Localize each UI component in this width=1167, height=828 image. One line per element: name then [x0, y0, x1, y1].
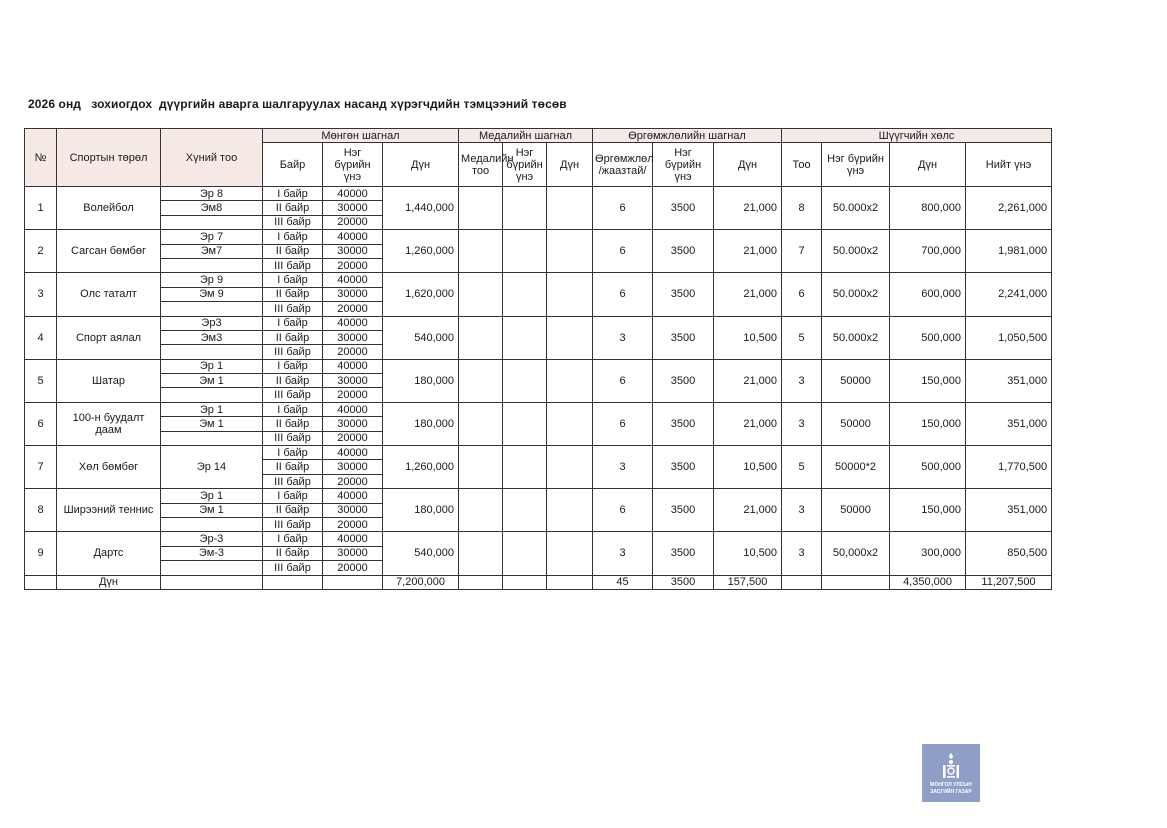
- judge-sum: 800,000: [890, 187, 966, 230]
- place-label: II байр: [263, 287, 323, 301]
- table-row: [25, 489, 1052, 503]
- medal-count: [459, 446, 503, 489]
- cert-count: 6: [593, 230, 653, 273]
- prize-amount: 30000: [323, 417, 383, 431]
- people-count: Эм 1: [161, 503, 263, 517]
- judge-unit-price: 50.000x2: [822, 187, 890, 230]
- cert-count: 6: [593, 489, 653, 532]
- judge-unit-price: 50000: [822, 402, 890, 445]
- money-sum: 1,620,000: [383, 273, 459, 316]
- people-count: [161, 258, 263, 272]
- medal-unit-price: [503, 187, 547, 230]
- prize-amount: 40000: [323, 402, 383, 416]
- table-row: [25, 359, 1052, 373]
- place-label: II байр: [263, 201, 323, 215]
- money-sum: 180,000: [383, 359, 459, 402]
- people-count: Эр 7: [161, 230, 263, 244]
- prize-amount: 30000: [323, 460, 383, 474]
- row-number: 9: [25, 532, 57, 575]
- cert-unit-price: 3500: [653, 446, 714, 489]
- place-label: III байр: [263, 561, 323, 575]
- place-label: I байр: [263, 230, 323, 244]
- sport-name: Шатар: [57, 359, 161, 402]
- people-count: Эр 8: [161, 187, 263, 201]
- people-count: Эм 9: [161, 287, 263, 301]
- table-row: [25, 446, 1052, 460]
- row-number: 8: [25, 489, 57, 532]
- money-sum: 1,440,000: [383, 187, 459, 230]
- cert-count: 6: [593, 273, 653, 316]
- medal-unit-price: [503, 316, 547, 359]
- medal-sum: [547, 402, 593, 445]
- col-place: Байр: [263, 143, 323, 187]
- prize-amount: 20000: [323, 474, 383, 488]
- people-count: [161, 431, 263, 445]
- medal-count: [459, 489, 503, 532]
- table-row: [25, 402, 1052, 416]
- row-number: 2: [25, 230, 57, 273]
- prize-amount: 30000: [323, 244, 383, 258]
- judge-sum: 700,000: [890, 230, 966, 273]
- document-title: 2026 онд зохиогдох дүүргийн аварга шалгаруулах насанд хүрэгчдийн тэмцээний төсөв: [28, 97, 567, 111]
- cert-sum: 10,500: [714, 316, 782, 359]
- prize-amount: 40000: [323, 532, 383, 546]
- place-label: I байр: [263, 532, 323, 546]
- people-count: [161, 388, 263, 402]
- totals-cell: [263, 575, 323, 589]
- judge-unit-price: 50.000x2: [822, 316, 890, 359]
- cert-unit-price: 3500: [653, 230, 714, 273]
- people-count: Эр 1: [161, 359, 263, 373]
- place-label: II байр: [263, 417, 323, 431]
- medal-unit-price: [503, 489, 547, 532]
- judge-sum: 150,000: [890, 489, 966, 532]
- place-label: I байр: [263, 273, 323, 287]
- table-row: [25, 273, 1052, 287]
- money-sum: 1,260,000: [383, 446, 459, 489]
- medal-unit-price: [503, 532, 547, 575]
- totals-cell: [547, 575, 593, 589]
- prize-amount: 20000: [323, 215, 383, 229]
- place-label: II байр: [263, 330, 323, 344]
- row-number: 1: [25, 187, 57, 230]
- sport-name: Хөл бөмбөг: [57, 446, 161, 489]
- totals-cell: [822, 575, 890, 589]
- cert-unit-price: 3500: [653, 532, 714, 575]
- place-label: I байр: [263, 489, 323, 503]
- prize-amount: 20000: [323, 345, 383, 359]
- place-label: III байр: [263, 345, 323, 359]
- sport-name: Волейбол: [57, 187, 161, 230]
- col-no: №: [25, 129, 57, 187]
- col-cert-sum: Дүн: [714, 143, 782, 187]
- total-price: 351,000: [966, 489, 1052, 532]
- medal-sum: [547, 230, 593, 273]
- judge-count: 6: [782, 273, 822, 316]
- judge-sum: 500,000: [890, 446, 966, 489]
- medal-sum: [547, 187, 593, 230]
- people-count: Эм-3: [161, 546, 263, 560]
- government-seal: [922, 744, 980, 802]
- people-count: Эр 9: [161, 273, 263, 287]
- medal-sum: [547, 359, 593, 402]
- row-number: 6: [25, 402, 57, 445]
- judge-sum: 300,000: [890, 532, 966, 575]
- judge-unit-price: 50,000x2: [822, 532, 890, 575]
- totals-row: [25, 575, 1052, 589]
- col-money-sum: Дүн: [383, 143, 459, 187]
- medal-unit-price: [503, 230, 547, 273]
- prize-amount: 40000: [323, 446, 383, 460]
- judge-unit-price: 50000: [822, 489, 890, 532]
- judge-unit-price: 50000: [822, 359, 890, 402]
- cert-sum: 21,000: [714, 230, 782, 273]
- col-sport: Спортын төрөл: [57, 129, 161, 187]
- total-price: 1,050,500: [966, 316, 1052, 359]
- cert-unit-price: 3500: [653, 402, 714, 445]
- medal-count: [459, 230, 503, 273]
- medal-count: [459, 187, 503, 230]
- totals-cert-sum: 157,500: [714, 575, 782, 589]
- total-price: 351,000: [966, 359, 1052, 402]
- medal-prize-group: Медалийн шагнал: [459, 129, 593, 143]
- place-label: II байр: [263, 460, 323, 474]
- place-label: III байр: [263, 474, 323, 488]
- judge-count: 5: [782, 316, 822, 359]
- col-medal-count: Медалийн тоо: [459, 143, 503, 187]
- people-count: Эм7: [161, 244, 263, 258]
- judge-sum: 150,000: [890, 402, 966, 445]
- judge-count: 3: [782, 359, 822, 402]
- place-label: I байр: [263, 359, 323, 373]
- medal-unit-price: [503, 359, 547, 402]
- people-count: Эм 1: [161, 417, 263, 431]
- place-label: III байр: [263, 388, 323, 402]
- medal-sum: [547, 532, 593, 575]
- place-label: II байр: [263, 244, 323, 258]
- place-label: I байр: [263, 187, 323, 201]
- prize-amount: 30000: [323, 287, 383, 301]
- medal-count: [459, 359, 503, 402]
- money-sum: 540,000: [383, 316, 459, 359]
- people-count: Эм3: [161, 330, 263, 344]
- money-sum: 540,000: [383, 532, 459, 575]
- col-judge-unit-price: Нэг бүрийн үнэ: [822, 143, 890, 187]
- cert-unit-price: 3500: [653, 489, 714, 532]
- row-number: 7: [25, 446, 57, 489]
- table-header: [25, 129, 1052, 187]
- judge-sum: 500,000: [890, 316, 966, 359]
- prize-amount: 40000: [323, 489, 383, 503]
- medal-count: [459, 402, 503, 445]
- place-label: I байр: [263, 446, 323, 460]
- people-count: [161, 517, 263, 531]
- place-label: III байр: [263, 258, 323, 272]
- total-price: 2,241,000: [966, 273, 1052, 316]
- judge-count: 5: [782, 446, 822, 489]
- total-price: 2,261,000: [966, 187, 1052, 230]
- people-count: Эм 1: [161, 374, 263, 388]
- cert-count: 3: [593, 316, 653, 359]
- row-number: 3: [25, 273, 57, 316]
- certificate-prize-group: Өргөмжлөлийн шагнал: [593, 129, 782, 143]
- total-price: 351,000: [966, 402, 1052, 445]
- col-cert-count: Өргөмжлөл /жаазтай/: [593, 143, 653, 187]
- cert-sum: 21,000: [714, 402, 782, 445]
- cert-sum: 10,500: [714, 446, 782, 489]
- totals-cell: [25, 575, 57, 589]
- judge-sum: 150,000: [890, 359, 966, 402]
- people-count: Эр3: [161, 316, 263, 330]
- place-label: III байр: [263, 517, 323, 531]
- cert-count: 6: [593, 187, 653, 230]
- cert-sum: 10,500: [714, 532, 782, 575]
- totals-cell: [503, 575, 547, 589]
- place-label: I байр: [263, 316, 323, 330]
- sport-name: Дартс: [57, 532, 161, 575]
- cert-unit-price: 3500: [653, 273, 714, 316]
- people-count: [161, 561, 263, 575]
- money-prize-group: Мөнгөн шагнал: [263, 129, 459, 143]
- money-sum: 180,000: [383, 489, 459, 532]
- cert-unit-price: 3500: [653, 187, 714, 230]
- col-cert-unit-price: Нэг бүрийн үнэ: [653, 143, 714, 187]
- place-label: II байр: [263, 503, 323, 517]
- medal-sum: [547, 273, 593, 316]
- people-count: [161, 302, 263, 316]
- table-row: [25, 532, 1052, 546]
- totals-judge-sum: 4,350,000: [890, 575, 966, 589]
- place-label: II байр: [263, 374, 323, 388]
- judge-unit-price: 50.000x2: [822, 230, 890, 273]
- sport-name: Олс таталт: [57, 273, 161, 316]
- sport-name: 100-н буудалт даам: [57, 402, 161, 445]
- prize-amount: 20000: [323, 431, 383, 445]
- judge-count: 3: [782, 532, 822, 575]
- sport-name: Спорт аялал: [57, 316, 161, 359]
- totals-label: Дүн: [57, 575, 161, 589]
- sport-name: Сагсан бөмбөг: [57, 230, 161, 273]
- medal-count: [459, 532, 503, 575]
- prize-amount: 30000: [323, 374, 383, 388]
- seal-line-2: ЗАСГИЙН ГАЗАР: [930, 789, 972, 795]
- medal-unit-price: [503, 446, 547, 489]
- people-count: Эр 1: [161, 402, 263, 416]
- prize-amount: 20000: [323, 561, 383, 575]
- cert-sum: 21,000: [714, 273, 782, 316]
- table-row: [25, 187, 1052, 201]
- judge-fee-group: Шүүгчийн хөлс: [782, 129, 1052, 143]
- judge-count: 8: [782, 187, 822, 230]
- medal-unit-price: [503, 402, 547, 445]
- col-judge-count: Тоо: [782, 143, 822, 187]
- col-medal-unit-price: Нэг бүрийн үнэ: [503, 143, 547, 187]
- sport-name: Ширээний теннис: [57, 489, 161, 532]
- judge-count: 3: [782, 489, 822, 532]
- place-label: III байр: [263, 215, 323, 229]
- total-price: 850,500: [966, 532, 1052, 575]
- money-sum: 1,260,000: [383, 230, 459, 273]
- prize-amount: 40000: [323, 273, 383, 287]
- prize-amount: 20000: [323, 388, 383, 402]
- people-count: Эр 1: [161, 489, 263, 503]
- place-label: III байр: [263, 431, 323, 445]
- totals-cell: [161, 575, 263, 589]
- people-count: Эм8: [161, 201, 263, 215]
- table-body: [25, 187, 1052, 576]
- judge-unit-price: 50.000x2: [822, 273, 890, 316]
- totals-cert-count: 45: [593, 575, 653, 589]
- cert-unit-price: 3500: [653, 359, 714, 402]
- col-total-price: Нийт үнэ: [966, 143, 1052, 187]
- place-label: III байр: [263, 302, 323, 316]
- judge-count: 7: [782, 230, 822, 273]
- soyombo-emblem-icon: [941, 752, 961, 780]
- prize-amount: 30000: [323, 330, 383, 344]
- cert-sum: 21,000: [714, 359, 782, 402]
- col-people: Хүний тоо: [161, 129, 263, 187]
- row-number: 4: [25, 316, 57, 359]
- totals-cell: [782, 575, 822, 589]
- cert-count: 3: [593, 532, 653, 575]
- people-count: [161, 345, 263, 359]
- prize-amount: 30000: [323, 201, 383, 215]
- prize-amount: 40000: [323, 230, 383, 244]
- medal-sum: [547, 316, 593, 359]
- prize-amount: 40000: [323, 187, 383, 201]
- place-label: II байр: [263, 546, 323, 560]
- people-count: Эр 14: [161, 446, 263, 489]
- cert-count: 6: [593, 402, 653, 445]
- cert-sum: 21,000: [714, 489, 782, 532]
- people-count: Эр-3: [161, 532, 263, 546]
- judge-count: 3: [782, 402, 822, 445]
- cert-sum: 21,000: [714, 187, 782, 230]
- table-row: [25, 316, 1052, 330]
- prize-amount: 20000: [323, 302, 383, 316]
- totals-grand-total: 11,207,500: [966, 575, 1052, 589]
- col-unit-price: Нэг бүрийн үнэ: [323, 143, 383, 187]
- total-price: 1,770,500: [966, 446, 1052, 489]
- prize-amount: 40000: [323, 316, 383, 330]
- seal-line-1: МОНГОЛ УЛСЫН: [930, 782, 972, 788]
- medal-sum: [547, 446, 593, 489]
- medal-unit-price: [503, 273, 547, 316]
- totals-money: 7,200,000: [383, 575, 459, 589]
- total-price: 1,981,000: [966, 230, 1052, 273]
- cert-count: 3: [593, 446, 653, 489]
- cert-unit-price: 3500: [653, 316, 714, 359]
- medal-sum: [547, 489, 593, 532]
- budget-table: [24, 128, 1052, 590]
- money-sum: 180,000: [383, 402, 459, 445]
- prize-amount: 30000: [323, 546, 383, 560]
- totals-cell: [323, 575, 383, 589]
- prize-amount: 20000: [323, 258, 383, 272]
- medal-count: [459, 316, 503, 359]
- cert-count: 6: [593, 359, 653, 402]
- prize-amount: 40000: [323, 359, 383, 373]
- row-number: 5: [25, 359, 57, 402]
- judge-unit-price: 50000*2: [822, 446, 890, 489]
- col-judge-sum: Дүн: [890, 143, 966, 187]
- prize-amount: 30000: [323, 503, 383, 517]
- totals-cell: [459, 575, 503, 589]
- place-label: I байр: [263, 402, 323, 416]
- people-count: [161, 215, 263, 229]
- col-medal-sum: Дүн: [547, 143, 593, 187]
- medal-count: [459, 273, 503, 316]
- judge-sum: 600,000: [890, 273, 966, 316]
- totals-cert-price: 3500: [653, 575, 714, 589]
- prize-amount: 20000: [323, 517, 383, 531]
- table-row: [25, 230, 1052, 244]
